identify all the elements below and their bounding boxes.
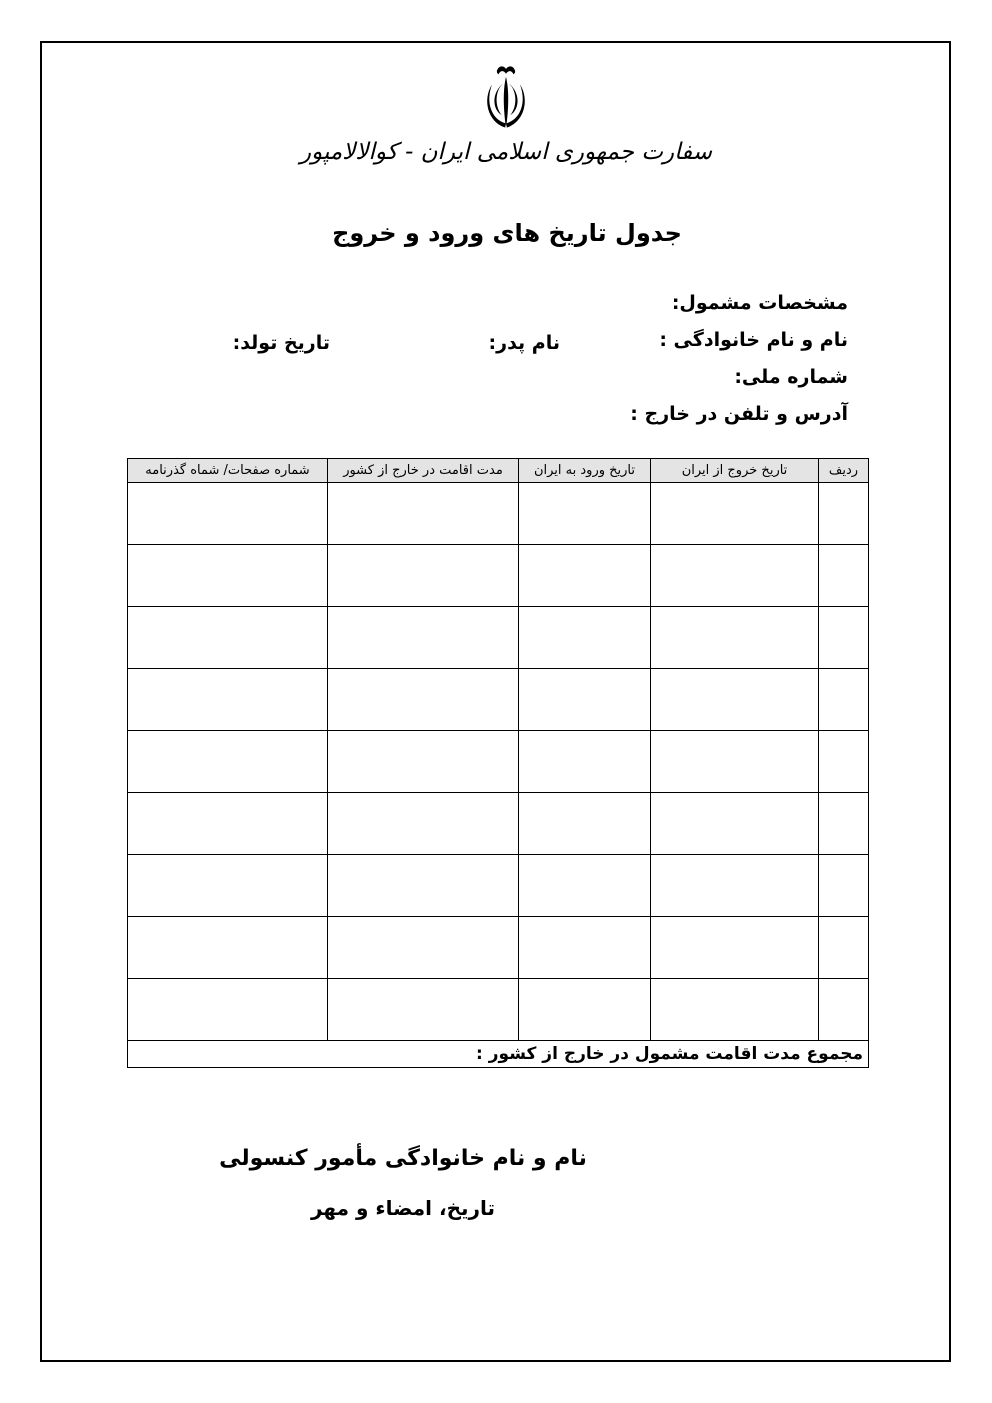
table-empty-cell: [651, 979, 819, 1041]
table-empty-cell: [328, 855, 519, 917]
table-empty-cell: [819, 607, 869, 669]
table-empty-cell: [519, 607, 651, 669]
address-phone-label: آدرس و تلفن در خارج :: [630, 403, 848, 425]
table-empty-cell: [519, 979, 651, 1041]
table-empty-cell: [519, 545, 651, 607]
table-empty-cell: [519, 731, 651, 793]
national-id-label: شماره ملی:: [734, 366, 848, 388]
birth-date-label: تاریخ تولد:: [232, 332, 330, 354]
table-empty-cell: [651, 855, 819, 917]
table-empty-cell: [128, 855, 328, 917]
table-empty-cell: [819, 545, 869, 607]
table-empty-cell: [819, 979, 869, 1041]
consular-officer-name-label: نام و نام خانوادگی مأمور کنسولی: [219, 1146, 587, 1171]
subject-section-label: مشخصات مشمول:: [671, 292, 848, 314]
table-empty-row: [128, 917, 869, 979]
table-empty-cell: [328, 979, 519, 1041]
table-empty-cell: [128, 483, 328, 545]
table-footer-row: [128, 1041, 869, 1068]
table-column-header: ردیف: [819, 459, 869, 483]
table-empty-cell: [819, 669, 869, 731]
table-column-header: شماره صفحات/ شماه گذرنامه: [128, 459, 328, 483]
full-name-label: نام و نام خانوادگی :: [659, 329, 848, 351]
table-column-header: تاریخ خروج از ایران: [651, 459, 819, 483]
table-empty-cell: [819, 855, 869, 917]
table-empty-row: [128, 979, 869, 1041]
table-empty-cell: [128, 917, 328, 979]
table-empty-cell: [819, 793, 869, 855]
table-empty-cell: [128, 607, 328, 669]
entry-exit-dates-table: [127, 458, 869, 1068]
total-duration-abroad-label: مجموع مدت اقامت مشمول در خارج از کشور :: [128, 1041, 869, 1068]
table-empty-cell: [819, 917, 869, 979]
table-column-header: مدت اقامت در خارج از کشور: [328, 459, 519, 483]
father-name-label: نام پدر:: [488, 332, 560, 354]
table-empty-cell: [328, 607, 519, 669]
table-empty-cell: [651, 917, 819, 979]
table-empty-cell: [651, 607, 819, 669]
table-empty-cell: [519, 917, 651, 979]
table-column-header: تاریخ ورود به ایران: [519, 459, 651, 483]
date-signature-seal-label: تاریخ، امضاء و مهر: [310, 1196, 496, 1220]
table-empty-cell: [519, 855, 651, 917]
table-empty-cell: [128, 669, 328, 731]
table-empty-cell: [328, 669, 519, 731]
table-empty-row: [128, 669, 869, 731]
table-empty-cell: [128, 731, 328, 793]
subject-details-section: [630, 285, 848, 433]
table-empty-cell: [328, 793, 519, 855]
table-empty-row: [128, 483, 869, 545]
table-empty-row: [128, 731, 869, 793]
table-empty-cell: [519, 793, 651, 855]
table-empty-cell: [128, 793, 328, 855]
table-empty-row: [128, 545, 869, 607]
table-empty-cell: [651, 545, 819, 607]
table-empty-cell: [819, 731, 869, 793]
table-empty-cell: [651, 669, 819, 731]
document-title: جدول تاریخ های ورود و خروج: [332, 219, 682, 247]
table-empty-cell: [519, 483, 651, 545]
table-empty-cell: [128, 979, 328, 1041]
table-empty-cell: [328, 917, 519, 979]
table-empty-row: [128, 793, 869, 855]
iran-emblem-icon: [479, 64, 533, 138]
table-empty-cell: [519, 669, 651, 731]
table-empty-cell: [651, 793, 819, 855]
table-header-row: [128, 459, 869, 483]
table-empty-cell: [328, 545, 519, 607]
table-empty-row: [128, 855, 869, 917]
table-empty-cell: [819, 483, 869, 545]
table-empty-cell: [128, 545, 328, 607]
embassy-name-calligraphy: سفارت جمهوری اسلامی ایران - کوالالامپور: [300, 139, 712, 165]
table-empty-cell: [651, 731, 819, 793]
table-empty-cell: [328, 731, 519, 793]
table-empty-cell: [328, 483, 519, 545]
table-empty-cell: [651, 483, 819, 545]
table-empty-row: [128, 607, 869, 669]
